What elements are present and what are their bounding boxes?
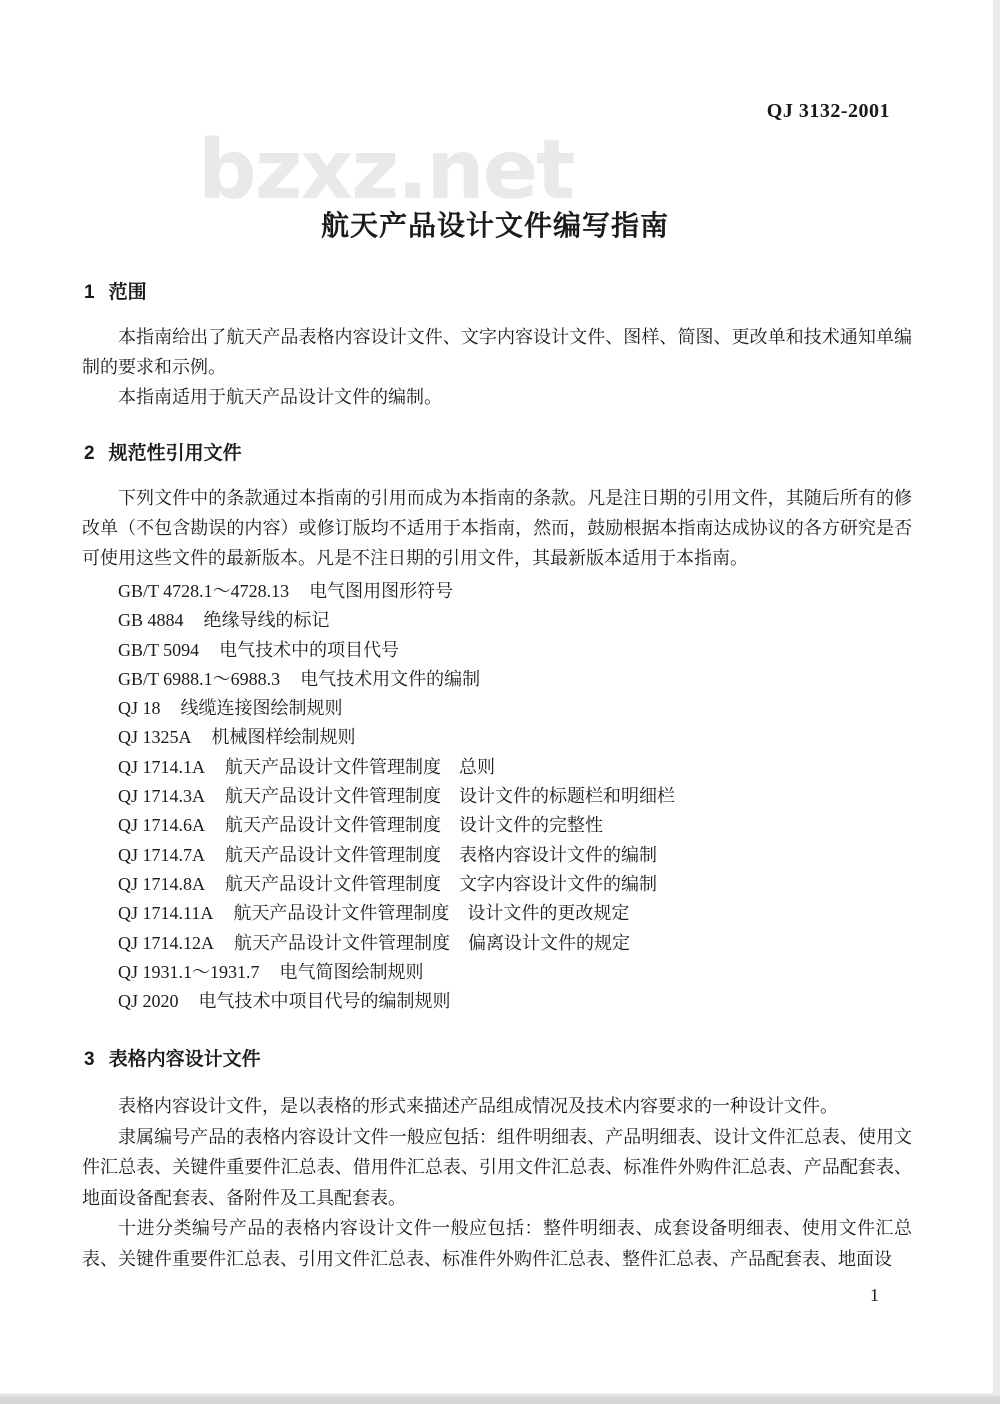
watermark-text: bzxz.net [198, 123, 574, 218]
standard-number: QJ 3132-2001 [766, 100, 890, 122]
section-3-body [82, 1091, 912, 1274]
reference-title: 机械图样绘制规则 [211, 727, 356, 748]
section-1-title: 范围 [108, 282, 147, 303]
reference-title: 航天产品设计文件管理制度 [225, 756, 442, 777]
reference-item [118, 694, 918, 723]
reference-list [118, 577, 918, 1016]
reference-title: 航天产品设计文件管理制度 [225, 815, 442, 836]
document-title: 航天产品设计文件编写指南 [320, 210, 669, 241]
paragraph: 下列文件中的条款通过本指南的引用而成为本指南的条款。凡是注日期的引用文件，其随后所有的修改单（不包含勘误的内容）或修订版均不适用于本指南，然而，鼓励根据本指南达成协议的各方研究是否可使用这些文件的最新版本。凡是不注日期的引用文件，其最新版本适用于本指南。 [82, 488, 912, 568]
reference-code: QJ 1714.8A [118, 873, 206, 894]
reference-item [118, 870, 918, 899]
reference-code: QJ 1714.6A [118, 815, 206, 836]
paragraph: 十进分类编号产品的表格内容设计文件一般应包括：整件明细表、成套设备明细表、使用文件汇总表、关键件重要件汇总表、引用文件汇总表、标准件外购件汇总表、整件汇总表、产品配套表、地面设 [82, 1218, 912, 1269]
reference-code: QJ 1714.11A [118, 903, 214, 924]
reference-code: QJ 1325A [118, 727, 192, 748]
reference-item [118, 987, 918, 1016]
reference-subtitle: 设计文件的标题栏和明细栏 [459, 786, 676, 807]
page-number: 1 [870, 1285, 879, 1305]
reference-code: QJ 1714.3A [118, 786, 206, 807]
reference-title: 航天产品设计文件管理制度 [233, 903, 450, 924]
reference-code: QJ 1714.12A [118, 932, 215, 953]
paragraph: 隶属编号产品的表格内容设计文件一般应包括：组件明细表、产品明细表、设计文件汇总表、使用文件汇总表、关键件重要件汇总表、借用件汇总表、引用文件汇总表、标准件外购件汇总表、产品配套表、地面设备配套表、备附件及工具配套表。 [82, 1126, 912, 1208]
reference-subtitle: 总则 [459, 756, 496, 777]
reference-code: QJ 1714.7A [118, 844, 206, 865]
reference-item [118, 958, 918, 987]
reference-title: 航天产品设计文件管理制度 [225, 844, 442, 865]
reference-subtitle: 表格内容设计文件的编制 [459, 844, 658, 865]
reference-item [118, 665, 918, 694]
reference-subtitle: 文字内容设计文件的编制 [459, 873, 658, 894]
reference-title: 电气技术用文件的编制 [300, 668, 481, 689]
reference-title: 电气技术中的项目代号 [219, 639, 400, 660]
reference-code: GB/T 4728.1～4728.13 [118, 581, 290, 601]
section-2-body [82, 483, 912, 573]
reference-title: 航天产品设计文件管理制度 [225, 786, 442, 807]
reference-title: 线缆连接图绘制规则 [180, 698, 343, 719]
reference-subtitle: 设计文件的更改规定 [467, 903, 630, 924]
reference-item [118, 636, 918, 665]
section-2-heading [84, 438, 242, 465]
paragraph: 表格内容设计文件，是以表格的形式来描述产品组成情况及技术内容要求的一种设计文件。 [118, 1096, 838, 1116]
section-1-number: 1 [84, 282, 95, 303]
reference-subtitle: 偏离设计文件的规定 [468, 932, 631, 953]
reference-item [118, 753, 918, 782]
reference-code: GB/T 6988.1～6988.3 [118, 668, 281, 689]
reference-item [118, 929, 918, 958]
reference-code: QJ 1714.1A [118, 756, 206, 777]
section-3-heading [84, 1044, 261, 1071]
reference-title: 电气技术中项目代号的编制规则 [198, 991, 451, 1012]
reference-title: 绝缘导线的标记 [203, 610, 330, 631]
section-1-body [82, 322, 912, 412]
reference-code: QJ 1931.1～1931.7 [118, 961, 260, 982]
reference-subtitle: 设计文件的完整性 [459, 815, 604, 836]
section-1-heading [84, 277, 147, 304]
reference-code: GB/T 5094 [118, 639, 200, 660]
scan-edge-right [993, 0, 1000, 1404]
reference-title: 航天产品设计文件管理制度 [225, 873, 442, 894]
paragraph: 本指南给出了航天产品表格内容设计文件、文字内容设计文件、图样、简图、更改单和技术通知单编制的要求和示例。 [82, 327, 912, 377]
reference-title: 航天产品设计文件管理制度 [234, 932, 451, 953]
reference-item [118, 841, 918, 870]
scan-edge-bottom [0, 1393, 1000, 1404]
section-3-title: 表格内容设计文件 [108, 1049, 261, 1070]
reference-item [118, 782, 918, 811]
reference-item [118, 899, 918, 928]
reference-title: 电气简图绘制规则 [279, 961, 424, 982]
reference-item [118, 723, 918, 752]
reference-item [118, 811, 918, 840]
reference-item [118, 577, 918, 606]
reference-item [118, 606, 918, 635]
reference-code: QJ 2020 [118, 991, 179, 1012]
reference-code: QJ 18 [118, 698, 161, 719]
reference-code: GB 4884 [118, 610, 184, 631]
section-2-title: 规范性引用文件 [108, 443, 242, 464]
reference-title: 电气图用图形符号 [309, 581, 454, 601]
section-2-number: 2 [84, 443, 95, 464]
section-3-number: 3 [84, 1049, 95, 1070]
paragraph: 本指南适用于航天产品设计文件的编制。 [118, 387, 442, 407]
